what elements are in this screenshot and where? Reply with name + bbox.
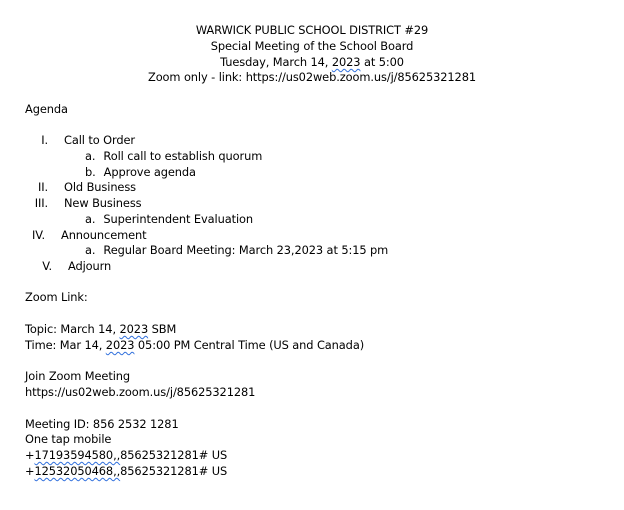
meeting-date bbox=[0, 55, 624, 70]
phone-line-1 bbox=[25, 448, 227, 463]
topic-prefix: Topic: March 14, bbox=[25, 322, 120, 336]
agenda-item-2 bbox=[33, 180, 136, 195]
one-tap-mobile: One tap mobile bbox=[25, 432, 112, 446]
agenda-item-number: I. bbox=[41, 133, 48, 147]
subitem-letter: a. bbox=[85, 243, 96, 257]
agenda-item-number: V. bbox=[42, 259, 52, 273]
join-zoom-label: Join Zoom Meeting bbox=[25, 369, 131, 383]
time-line bbox=[25, 338, 364, 353]
agenda-item-label: Announcement bbox=[61, 228, 147, 242]
agenda-subitem-1a bbox=[85, 149, 262, 164]
agenda-item-3 bbox=[31, 196, 142, 211]
agenda-subitem-3a bbox=[85, 212, 253, 227]
phone-suffix: 85625321281# US bbox=[120, 464, 228, 478]
phone-number: 17193594580,, bbox=[34, 448, 121, 462]
meeting-id: Meeting ID: 856 2532 1281 bbox=[25, 417, 179, 431]
agenda-heading: Agenda bbox=[25, 102, 68, 116]
agenda-item-number: II. bbox=[37, 180, 48, 194]
phone-suffix: 85625321281# US bbox=[120, 448, 228, 462]
zoom-link-line: Zoom only - link: https://us02web.zoom.us/j/85625321281 bbox=[147, 70, 476, 84]
agenda-item-1 bbox=[33, 133, 135, 148]
agenda-item-label: Adjourn bbox=[68, 259, 112, 273]
agenda-item-label: New Business bbox=[64, 196, 142, 210]
phone-prefix: + bbox=[25, 464, 35, 478]
subitem-letter: a. bbox=[85, 212, 96, 226]
agenda-item-label: Call to Order bbox=[64, 133, 136, 147]
topic-suffix: SBM bbox=[148, 322, 177, 336]
agenda-item-number: IV. bbox=[31, 228, 45, 242]
phone-line-2 bbox=[25, 464, 227, 479]
join-zoom-url[interactable]: https://us02web.zoom.us/j/85625321281 bbox=[25, 385, 256, 399]
time-year: 2023 bbox=[105, 338, 135, 352]
agenda-item-5 bbox=[36, 259, 111, 274]
subitem-label: Roll call to establish quorum bbox=[103, 149, 263, 163]
agenda-item-number: III. bbox=[34, 196, 48, 210]
zoom-link-heading: Zoom Link: bbox=[25, 290, 88, 304]
phone-prefix: + bbox=[25, 448, 35, 462]
agenda-subitem-1b bbox=[85, 165, 196, 180]
meeting-date-suffix: at 5:00 bbox=[360, 55, 404, 69]
agenda-item-label: Old Business bbox=[64, 180, 137, 194]
topic-year: 2023 bbox=[119, 322, 149, 336]
topic-line bbox=[25, 322, 176, 337]
subitem-letter: b. bbox=[85, 165, 96, 179]
district-title: WARWICK PUBLIC SCHOOL DISTRICT #29 bbox=[195, 23, 429, 37]
phone-number: 12532050468,, bbox=[34, 464, 121, 478]
subitem-label: Regular Board Meeting: March 23,2023 at 5:15 pm bbox=[103, 243, 389, 257]
time-suffix: 05:00 PM Central Time (US and Canada) bbox=[134, 338, 365, 352]
subitem-letter: a. bbox=[85, 149, 96, 163]
meeting-date-year: 2023 bbox=[331, 55, 361, 69]
agenda-subitem-4a bbox=[85, 243, 388, 258]
time-prefix: Time: Mar 14, bbox=[25, 338, 106, 352]
agenda-item-4 bbox=[27, 228, 147, 243]
meeting-type: Special Meeting of the School Board bbox=[210, 39, 414, 53]
subitem-label: Approve agenda bbox=[103, 165, 196, 179]
subitem-label: Superintendent Evaluation bbox=[103, 212, 254, 226]
meeting-date-prefix: Tuesday, March 14, bbox=[220, 55, 332, 69]
